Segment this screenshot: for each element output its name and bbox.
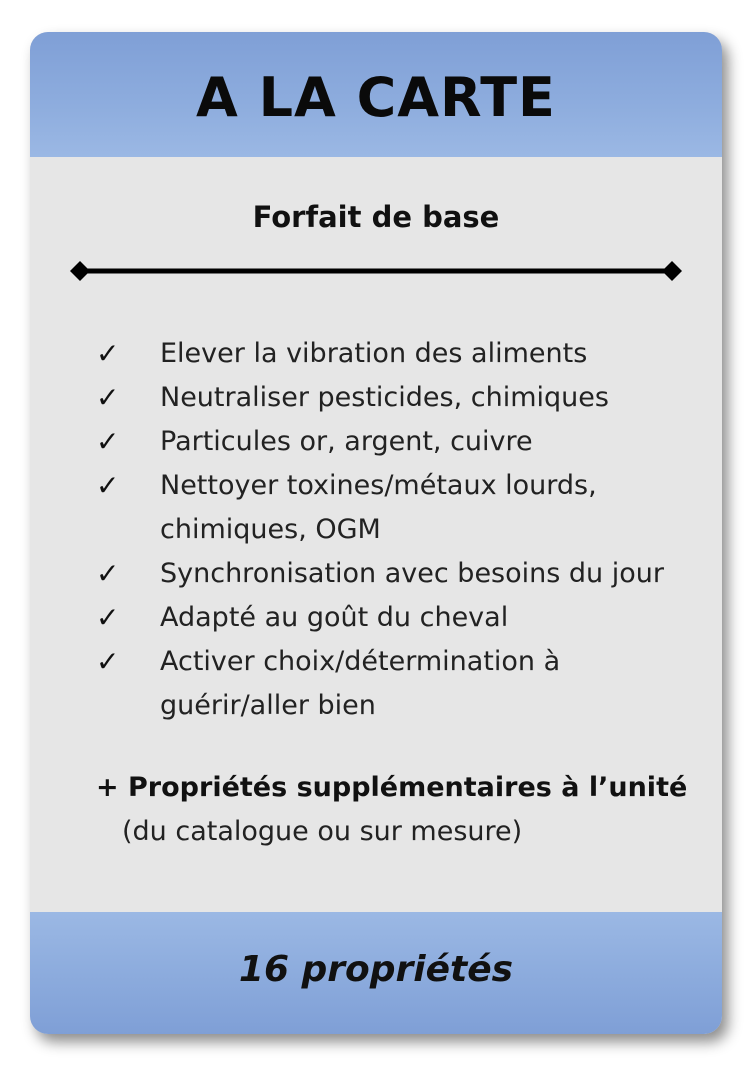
list-item (96, 464, 716, 552)
package-subtitle: Forfait de base (252, 200, 500, 234)
card-header (30, 32, 722, 157)
card-title: A LA CARTE (196, 66, 556, 129)
pricing-card (30, 32, 722, 1034)
extra-properties-title: + Propriétés supplémentaires à l’unité (96, 772, 688, 803)
feature-text: Synchronisation avec besoins du jour (160, 558, 664, 589)
list-item (96, 420, 716, 464)
check-icon: ✓ (96, 557, 120, 590)
check-icon: ✓ (96, 381, 120, 414)
list-item (96, 640, 716, 728)
card-footer (30, 912, 722, 1034)
list-item (96, 376, 716, 420)
feature-text: Particules or, argent, cuivre (160, 426, 533, 457)
check-icon: ✓ (96, 469, 120, 502)
property-count: 16 propriétés (238, 948, 514, 990)
divider-left-diamond-icon (70, 261, 90, 281)
check-icon: ✓ (96, 337, 120, 370)
feature-text: Activer choix/détermination à guérir/aller bien (160, 646, 561, 721)
check-icon: ✓ (96, 425, 120, 458)
list-item (96, 552, 716, 596)
feature-text: Adapté au goût du cheval (160, 602, 509, 633)
list-item (96, 332, 716, 376)
feature-list (96, 332, 716, 728)
extra-properties-subtitle: (du catalogue ou sur mesure) (122, 816, 523, 847)
feature-text: Nettoyer toxines/métaux lourds, chimiques, OGM (160, 470, 597, 545)
check-icon: ✓ (96, 601, 120, 634)
diamond-divider (70, 260, 682, 282)
list-item (96, 596, 716, 640)
divider-right-diamond-icon (662, 261, 682, 281)
feature-text: Neutraliser pesticides, chimiques (160, 382, 609, 413)
feature-text: Elever la vibration des aliments (160, 338, 588, 369)
check-icon: ✓ (96, 645, 120, 678)
